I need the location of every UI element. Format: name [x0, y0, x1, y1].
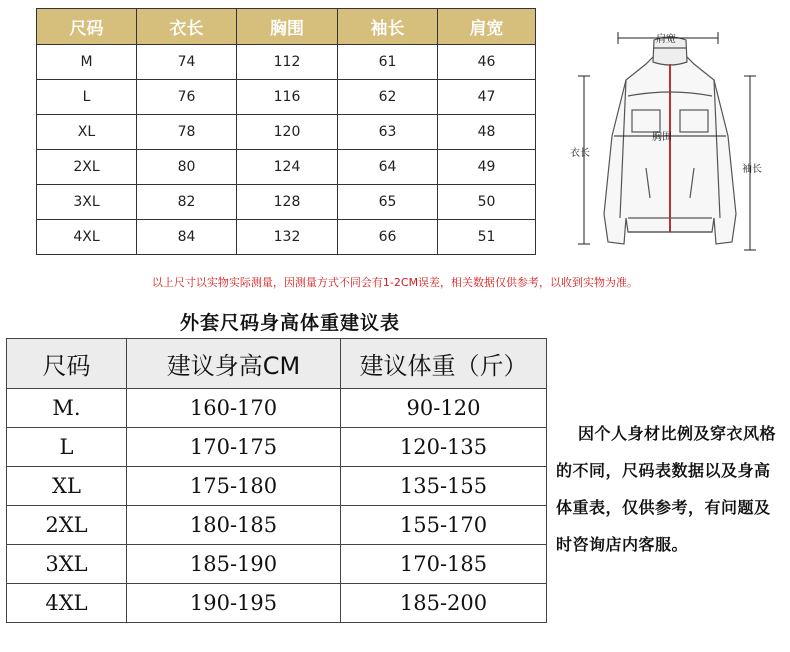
table-cell: 170-185 — [341, 545, 547, 584]
length-measure — [578, 76, 590, 244]
recommend-table-header-row — [7, 339, 547, 389]
table-cell: 76 — [137, 80, 237, 115]
table-row — [37, 115, 536, 150]
table-cell: 160-170 — [127, 389, 341, 428]
table-cell: 82 — [137, 185, 237, 220]
table-cell: 47 — [438, 80, 536, 115]
table-row — [7, 584, 547, 623]
table-cell: 4XL — [7, 584, 127, 623]
table-cell: 48 — [438, 115, 536, 150]
table-row — [7, 389, 547, 428]
table-row — [7, 545, 547, 584]
table-cell: 170-175 — [127, 428, 341, 467]
measurement-note: 以上尺寸以实物实际测量，因测量方式不同会有1-2CM误差，相关数据仅供参考，以收到实物为准。 — [151, 276, 639, 289]
size-table — [36, 8, 536, 255]
recommend-table-header: 建议身高CM — [127, 339, 341, 389]
table-row — [37, 150, 536, 185]
table-cell: 175-180 — [127, 467, 341, 506]
table-cell: 155-170 — [341, 506, 547, 545]
table-cell: 50 — [438, 185, 536, 220]
table-row — [7, 467, 547, 506]
recommend-table-header: 建议体重（斤） — [341, 339, 547, 389]
size-table-header: 尺码 — [37, 9, 137, 45]
size-table-header-row — [37, 9, 536, 45]
table-cell: 135-155 — [341, 467, 547, 506]
table-cell: 3XL — [7, 545, 127, 584]
table-cell: 61 — [338, 45, 438, 80]
table-row — [7, 428, 547, 467]
table-cell: 84 — [137, 220, 237, 255]
shoulder-label: 肩宽 — [656, 34, 676, 45]
table-cell: 180-185 — [127, 506, 341, 545]
sleeve-measure — [744, 76, 756, 250]
sleeve-label: 袖长 — [742, 164, 762, 175]
chest-label: 胸围 — [652, 132, 672, 143]
table-cell: XL — [37, 115, 137, 150]
table-row — [37, 220, 536, 255]
table-cell: 3XL — [37, 185, 137, 220]
table-row — [37, 80, 536, 115]
table-cell: 185-200 — [341, 584, 547, 623]
size-table-header: 袖长 — [338, 9, 438, 45]
table-cell: 124 — [237, 150, 338, 185]
size-table-header: 衣长 — [137, 9, 237, 45]
table-cell: 4XL — [37, 220, 137, 255]
table-cell: 66 — [338, 220, 438, 255]
table-cell: 185-190 — [127, 545, 341, 584]
table-cell: 74 — [137, 45, 237, 80]
table-cell: L — [7, 428, 127, 467]
recommend-title: 外套尺码身高体重建议表 — [179, 312, 400, 334]
table-cell: 63 — [338, 115, 438, 150]
table-row — [37, 185, 536, 220]
table-cell: 120-135 — [341, 428, 547, 467]
table-cell: 51 — [438, 220, 536, 255]
table-cell: 90-120 — [341, 389, 547, 428]
size-table-header: 胸围 — [237, 9, 338, 45]
table-cell: 64 — [338, 150, 438, 185]
table-cell: M — [37, 45, 137, 80]
table-cell: XL — [7, 467, 127, 506]
table-cell: 78 — [137, 115, 237, 150]
jacket-measurement-diagram — [566, 18, 774, 268]
table-cell: 80 — [137, 150, 237, 185]
recommend-table — [6, 338, 547, 623]
table-cell: 132 — [237, 220, 338, 255]
table-cell: 2XL — [7, 506, 127, 545]
table-row — [7, 506, 547, 545]
table-cell: 116 — [237, 80, 338, 115]
advice-text: 因个人身材比例及穿衣风格的不同，尺码表数据以及身高体重表，仅供参考，有问题及时咨询店内客服。 — [556, 424, 777, 554]
table-cell: 49 — [438, 150, 536, 185]
table-cell: 190-195 — [127, 584, 341, 623]
recommend-table-header: 尺码 — [7, 339, 127, 389]
table-cell: M. — [7, 389, 127, 428]
table-cell: 120 — [237, 115, 338, 150]
table-cell: L — [37, 80, 137, 115]
table-cell: 128 — [237, 185, 338, 220]
table-cell: 112 — [237, 45, 338, 80]
table-cell: 2XL — [37, 150, 137, 185]
table-cell: 46 — [438, 45, 536, 80]
size-table-header: 肩宽 — [438, 9, 536, 45]
length-label: 衣长 — [570, 148, 590, 159]
table-row — [37, 45, 536, 80]
table-cell: 62 — [338, 80, 438, 115]
table-cell: 65 — [338, 185, 438, 220]
